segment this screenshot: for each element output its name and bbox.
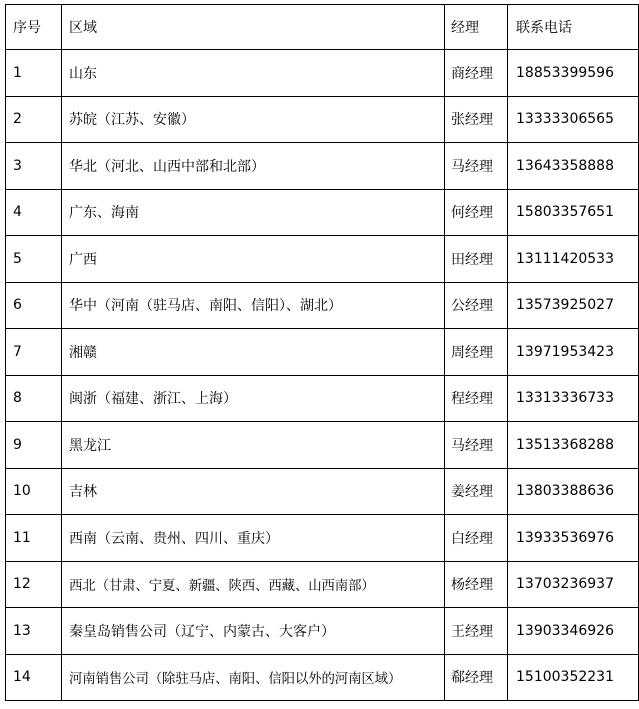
table-row xyxy=(6,96,639,143)
row-no: 10 xyxy=(6,468,62,515)
header-region: 区域 xyxy=(62,5,445,50)
row-no: 11 xyxy=(6,515,62,562)
table-row xyxy=(6,515,639,562)
header-no: 序号 xyxy=(6,5,62,50)
table-row xyxy=(6,375,639,422)
table-row xyxy=(6,189,639,236)
row-no: 2 xyxy=(6,96,62,143)
table-row xyxy=(6,50,639,97)
row-phone: 13803388636 xyxy=(508,468,639,515)
row-phone: 13643358888 xyxy=(508,143,639,190)
row-no: 3 xyxy=(6,143,62,190)
row-phone: 13703236937 xyxy=(508,561,639,608)
row-no: 5 xyxy=(6,236,62,283)
row-region: 西南（云南、贵州、四川、重庆） xyxy=(62,515,445,562)
row-no: 4 xyxy=(6,189,62,236)
row-manager: 王经理 xyxy=(445,608,508,655)
row-region: 山东 xyxy=(62,50,445,97)
row-region: 吉林 xyxy=(62,468,445,515)
row-phone: 15803357651 xyxy=(508,189,639,236)
row-phone: 13513368288 xyxy=(508,422,639,469)
table-row xyxy=(6,561,639,608)
row-manager: 杨经理 xyxy=(445,561,508,608)
row-phone: 18853399596 xyxy=(508,50,639,97)
row-phone: 13971953423 xyxy=(508,329,639,376)
row-no: 8 xyxy=(6,375,62,422)
header-phone: 联系电话 xyxy=(508,5,639,50)
row-manager: 程经理 xyxy=(445,375,508,422)
row-phone: 13313336733 xyxy=(508,375,639,422)
row-region: 西北（甘肃、宁夏、新疆、陕西、西藏、山西南部） xyxy=(62,561,445,608)
table-row xyxy=(6,282,639,329)
row-no: 9 xyxy=(6,422,62,469)
row-phone: 13333306565 xyxy=(508,96,639,143)
row-manager: 商经理 xyxy=(445,50,508,97)
table-row xyxy=(6,236,639,283)
manager-contact-table xyxy=(5,4,639,701)
row-manager: 郗经理 xyxy=(445,654,508,701)
row-region: 湘赣 xyxy=(62,329,445,376)
row-phone: 13573925027 xyxy=(508,282,639,329)
row-manager: 何经理 xyxy=(445,189,508,236)
header-manager: 经理 xyxy=(445,5,508,50)
row-phone: 13111420533 xyxy=(508,236,639,283)
row-region: 华中（河南（驻马店、南阳、信阳）、湖北） xyxy=(62,282,445,329)
row-no: 6 xyxy=(6,282,62,329)
row-manager: 周经理 xyxy=(445,329,508,376)
row-region: 广西 xyxy=(62,236,445,283)
row-no: 7 xyxy=(6,329,62,376)
row-region: 黑龙江 xyxy=(62,422,445,469)
row-manager: 姜经理 xyxy=(445,468,508,515)
row-manager: 田经理 xyxy=(445,236,508,283)
row-region: 苏皖（江苏、安徽） xyxy=(62,96,445,143)
row-phone: 15100352231 xyxy=(508,654,639,701)
row-no: 13 xyxy=(6,608,62,655)
row-phone: 13933536976 xyxy=(508,515,639,562)
row-manager: 马经理 xyxy=(445,143,508,190)
table-row xyxy=(6,329,639,376)
row-no: 1 xyxy=(6,50,62,97)
row-region: 华北（河北、山西中部和北部） xyxy=(62,143,445,190)
table-row xyxy=(6,608,639,655)
table-row xyxy=(6,654,639,701)
row-manager: 马经理 xyxy=(445,422,508,469)
row-region: 河南销售公司（除驻马店、南阳、信阳以外的河南区域） xyxy=(62,654,445,701)
row-manager: 张经理 xyxy=(445,96,508,143)
row-manager: 公经理 xyxy=(445,282,508,329)
row-no: 14 xyxy=(6,654,62,701)
row-phone: 13903346926 xyxy=(508,608,639,655)
table-row xyxy=(6,143,639,190)
row-manager: 白经理 xyxy=(445,515,508,562)
table-row xyxy=(6,468,639,515)
table-row xyxy=(6,422,639,469)
row-region: 广东、海南 xyxy=(62,189,445,236)
row-region: 秦皇岛销售公司（辽宁、内蒙古、大客户） xyxy=(62,608,445,655)
table-header-row xyxy=(6,5,639,50)
row-region: 闽浙（福建、浙江、上海） xyxy=(62,375,445,422)
row-no: 12 xyxy=(6,561,62,608)
